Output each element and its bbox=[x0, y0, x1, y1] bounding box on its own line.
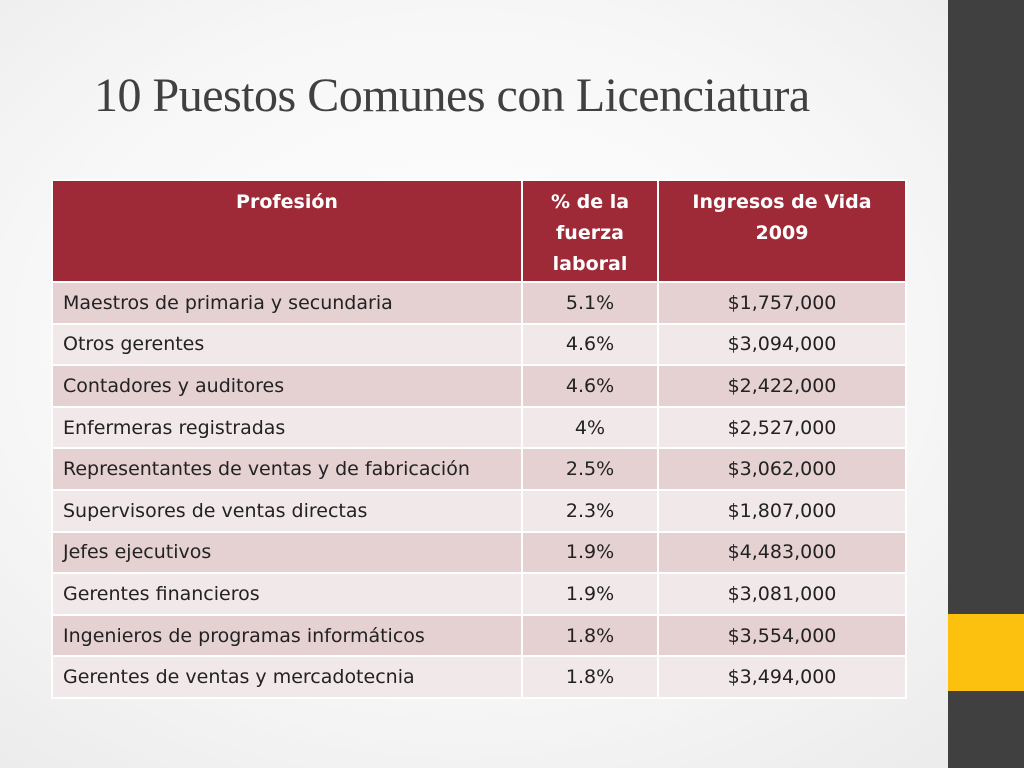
header-porcentaje: % de la fuerza laboral bbox=[522, 180, 658, 282]
header-ingresos: Ingresos de Vida 2009 bbox=[658, 180, 906, 282]
cell-porcentaje: 1.8% bbox=[522, 615, 658, 657]
table-row bbox=[52, 615, 906, 657]
cell-ingresos: $3,494,000 bbox=[658, 656, 906, 698]
cell-ingresos: $3,062,000 bbox=[658, 448, 906, 490]
slide-title: 10 Puestos Comunes con Licenciatura bbox=[94, 69, 810, 122]
cell-ingresos: $1,807,000 bbox=[658, 490, 906, 532]
table-row bbox=[52, 282, 906, 324]
cell-ingresos: $1,757,000 bbox=[658, 282, 906, 324]
cell-ingresos: $2,527,000 bbox=[658, 407, 906, 449]
cell-ingresos: $3,081,000 bbox=[658, 573, 906, 615]
header-row bbox=[52, 180, 906, 282]
cell-profesion: Maestros de primaria y secundaria bbox=[52, 282, 522, 324]
cell-profesion: Ingenieros de programas informáticos bbox=[52, 615, 522, 657]
cell-porcentaje: 4% bbox=[522, 407, 658, 449]
table-header bbox=[52, 180, 906, 282]
table-row bbox=[52, 490, 906, 532]
cell-ingresos: $3,554,000 bbox=[658, 615, 906, 657]
cell-profesion: Enfermeras registradas bbox=[52, 407, 522, 449]
cell-profesion: Jefes ejecutivos bbox=[52, 532, 522, 574]
table-row bbox=[52, 532, 906, 574]
cell-porcentaje: 2.3% bbox=[522, 490, 658, 532]
cell-profesion: Gerentes financieros bbox=[52, 573, 522, 615]
cell-ingresos: $4,483,000 bbox=[658, 532, 906, 574]
cell-profesion: Representantes de ventas y de fabricación bbox=[52, 448, 522, 490]
cell-porcentaje: 4.6% bbox=[522, 324, 658, 366]
cell-porcentaje: 5.1% bbox=[522, 282, 658, 324]
table-row bbox=[52, 656, 906, 698]
cell-profesion: Otros gerentes bbox=[52, 324, 522, 366]
sidebar-accent-block bbox=[948, 614, 1024, 691]
cell-ingresos: $3,094,000 bbox=[658, 324, 906, 366]
data-table bbox=[51, 179, 907, 699]
table-row bbox=[52, 365, 906, 407]
table-row bbox=[52, 324, 906, 366]
cell-porcentaje: 4.6% bbox=[522, 365, 658, 407]
header-profesion: Profesión bbox=[52, 180, 522, 282]
cell-porcentaje: 1.9% bbox=[522, 532, 658, 574]
table-row bbox=[52, 573, 906, 615]
cell-porcentaje: 1.9% bbox=[522, 573, 658, 615]
cell-profesion: Contadores y auditores bbox=[52, 365, 522, 407]
table-row bbox=[52, 448, 906, 490]
cell-profesion: Gerentes de ventas y mercadotecnia bbox=[52, 656, 522, 698]
table-row bbox=[52, 407, 906, 449]
cell-profesion: Supervisores de ventas directas bbox=[52, 490, 522, 532]
table-body bbox=[52, 282, 906, 698]
cell-porcentaje: 1.8% bbox=[522, 656, 658, 698]
cell-porcentaje: 2.5% bbox=[522, 448, 658, 490]
cell-ingresos: $2,422,000 bbox=[658, 365, 906, 407]
